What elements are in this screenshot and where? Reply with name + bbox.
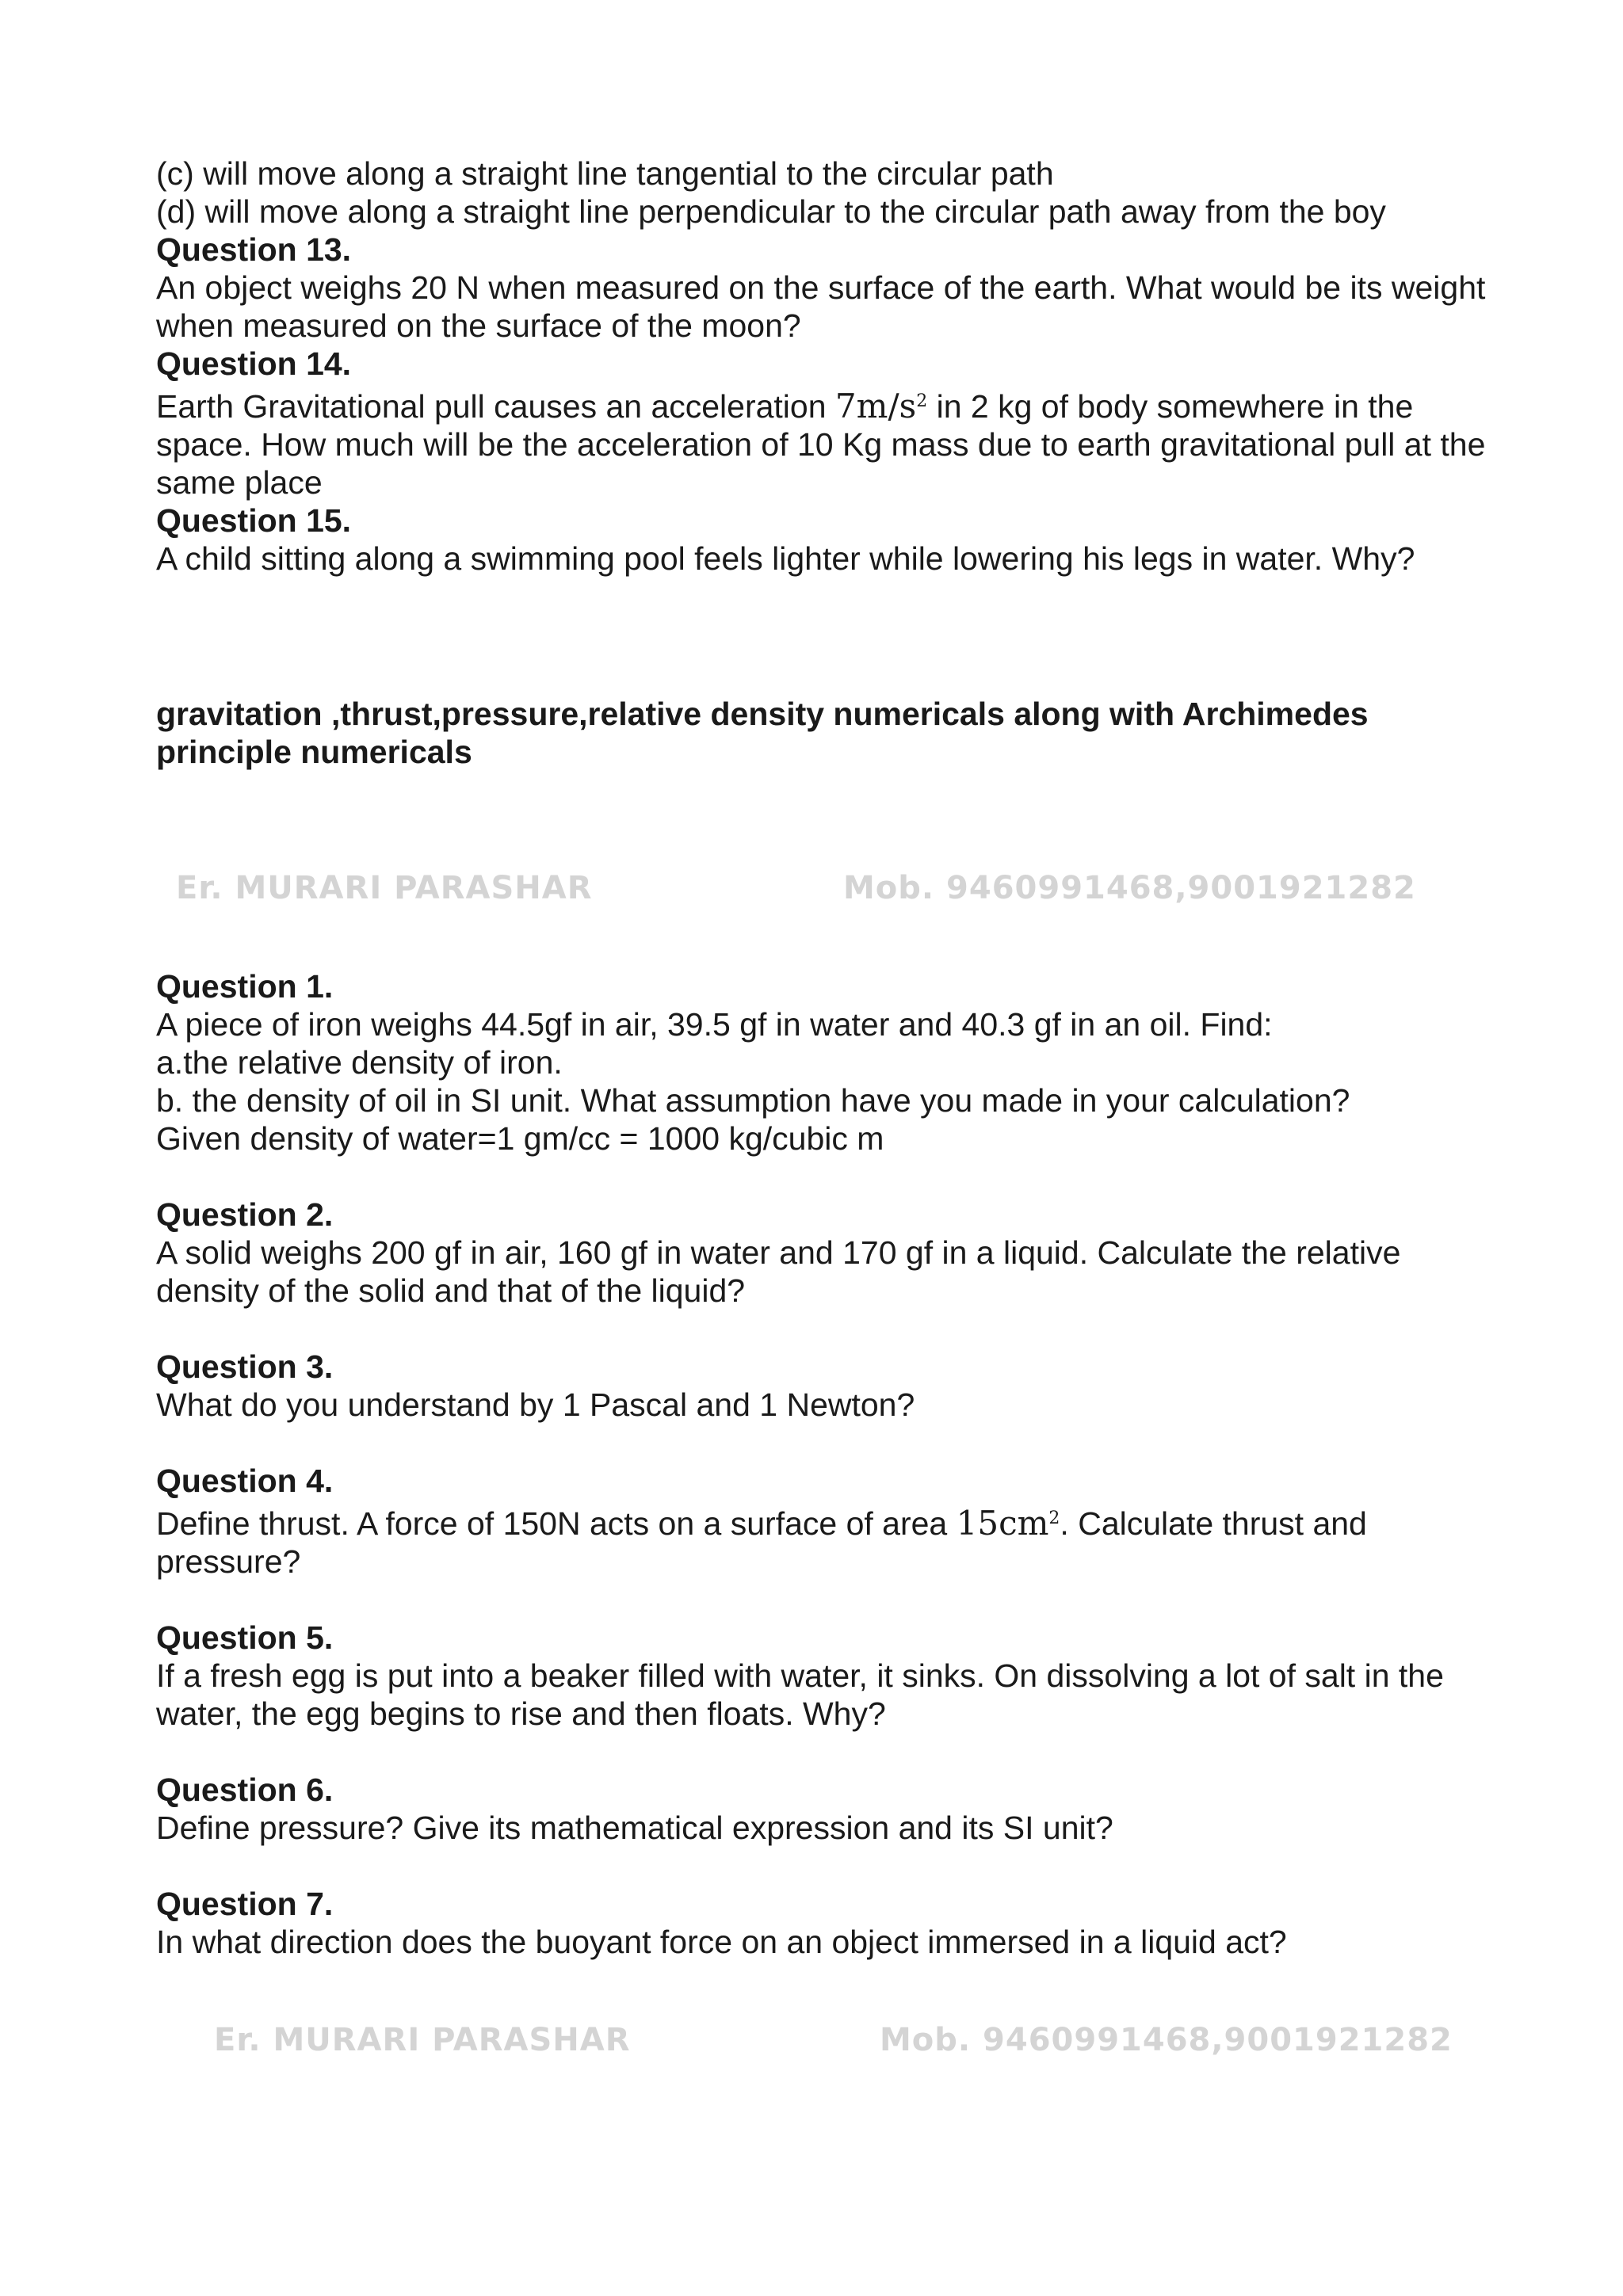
question-2 — [156, 1196, 1503, 1310]
question-text — [156, 383, 1503, 502]
question-text: Define pressure? Give its mathematical expression and its SI unit? — [156, 1810, 1113, 1846]
question-line: b. the density of oil in SI unit. What assumption have you made in your calculation? — [156, 1082, 1350, 1119]
watermark-name: Er. MURARI PARASHAR — [176, 870, 593, 906]
question-title: Question 13. — [156, 231, 352, 268]
spacer — [156, 771, 1503, 967]
question-line: a.the relative density of iron. — [156, 1044, 563, 1081]
question-title: Question 5. — [156, 1619, 334, 1656]
math-value: 7m/s — [834, 387, 917, 425]
math-expression — [835, 387, 927, 425]
question-title: Question 2. — [156, 1196, 334, 1233]
watermark-name: Er. MURARI PARASHAR — [214, 2022, 631, 2058]
question-title: Question 3. — [156, 1348, 334, 1385]
question-14 — [156, 345, 1503, 502]
question-1 — [156, 967, 1503, 1158]
math-superscript: 2 — [1048, 1508, 1060, 1528]
question-title: Question 1. — [156, 968, 334, 1005]
spacer — [156, 1158, 1503, 1196]
question-text-part: Define thrust. A force of 150N acts on a surface of area — [156, 1505, 957, 1542]
question-text-part: in 2 kg of body somewhere in the space. How much will be the acceleration of 10 Kg mass due to earth gravitational pull at the same place — [156, 388, 1486, 501]
question-text — [156, 1500, 1503, 1581]
question-7 — [156, 1885, 1503, 1961]
watermark-mobile: Mob. 9460991468,9001921282 — [843, 870, 1416, 906]
question-title: Question 14. — [156, 345, 352, 382]
question-title: Question 6. — [156, 1772, 334, 1808]
question-15 — [156, 502, 1503, 578]
question-text: In what direction does the buoyant force on an object immersed in a liquid act? — [156, 1924, 1287, 1960]
option-d: (d) will move along a straight line perpendicular to the circular path away from the boy — [156, 193, 1386, 230]
section-heading: gravitation ,thrust,pressure,relative density numericals along with Archimedes principle numericals — [156, 696, 1369, 770]
question-text: What do you understand by 1 Pascal and 1 Newton? — [156, 1386, 915, 1423]
document-page — [156, 154, 1503, 1961]
math-expression — [957, 1504, 1060, 1543]
option-c: (c) will move along a straight line tangential to the circular path — [156, 155, 1054, 192]
math-superscript: 2 — [916, 391, 928, 411]
math-value: 15cm — [956, 1504, 1049, 1543]
question-title: Question 7. — [156, 1886, 334, 1922]
question-3 — [156, 1348, 1503, 1424]
question-6 — [156, 1771, 1503, 1847]
question-4 — [156, 1462, 1503, 1581]
question-title: Question 4. — [156, 1463, 334, 1499]
question-13 — [156, 231, 1503, 345]
question-5 — [156, 1619, 1503, 1733]
spacer — [156, 1581, 1503, 1619]
question-title: Question 15. — [156, 502, 352, 539]
question-line: Given density of water=1 gm/cc = 1000 kg/cubic m — [156, 1120, 884, 1157]
spacer — [156, 1424, 1503, 1462]
question-text: An object weighs 20 N when measured on the surface of the earth. What would be its weight when measured on the surface of the moon? — [156, 269, 1486, 344]
question-text: A child sitting along a swimming pool feels lighter while lowering his legs in water. Why? — [156, 540, 1415, 577]
spacer — [156, 1310, 1503, 1348]
question-text: If a fresh egg is put into a beaker filled with water, it sinks. On dissolving a lot of salt in the water, the egg begins to rise and then floats. Why? — [156, 1657, 1444, 1732]
question-line: A piece of iron weighs 44.5gf in air, 39.5 gf in water and 40.3 gf in an oil. Find: — [156, 1006, 1273, 1043]
question-text-part: . Calculate thrust and pressure? — [156, 1505, 1367, 1580]
question-text-part: Earth Gravitational pull causes an acceleration — [156, 388, 835, 425]
watermark-mobile: Mob. 9460991468,9001921282 — [880, 2022, 1453, 2058]
spacer — [156, 1733, 1503, 1771]
spacer — [156, 1847, 1503, 1885]
question-text: A solid weighs 200 gf in air, 160 gf in water and 170 gf in a liquid. Calculate the relative density of the solid and that of the liquid? — [156, 1234, 1401, 1309]
